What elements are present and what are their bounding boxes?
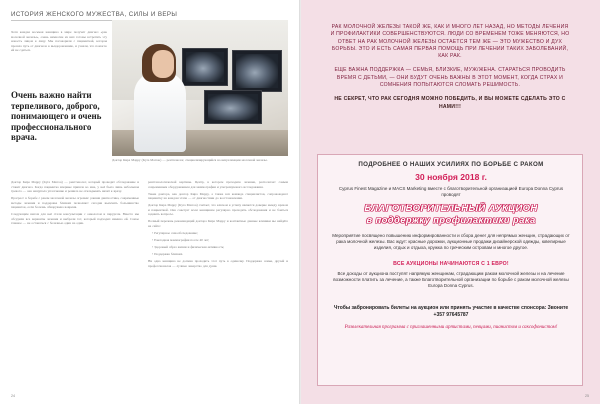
entertainment-note: Развлекательная программа с приглашенными артистами, певцами, пианистом и саксофонистом!: [344, 325, 558, 330]
auction-start-note: ВСЕ АУКЦИОНЫ НАЧИНАЮТСЯ С 1 ЕВРО!: [393, 261, 509, 267]
paragraph: Доктор Кира Марру (Kyra Marrou) считает, что ключом к успеху является доверие между врачом и пациенткой. Она советует всем женщинам регулярно проходить обследования и не бояться задавать вопросы.: [148, 203, 288, 217]
paragraph: Прогресс в борьбе с раком молочной железы огромен: ранняя диагностика, современные методы лечения и поддержка близких позволяют сегодня вылечить большинство пациенток, если болезнь обнаружена вовремя.: [11, 196, 139, 210]
article-column-2: [148, 180, 288, 388]
event-date: 30 ноября 2018 г.: [415, 172, 487, 182]
paragraph: Полный перечень рекомендаций доктора Кира Марру и контактные данные клиники вы найдёте на сайте:: [148, 219, 288, 228]
upper-paragraph: РАК МОЛОЧНОЙ ЖЕЛЕЗЫ ТАКОЙ ЖЕ, КАК И МНОГО ЛЕТ НАЗАД, НО МЕТОДЫ ЛЕЧЕНИЯ И ПРОФИЛАКТИКИ СОВЕРШЕНСТВУЮТСЯ. ЛЮДИ СО ВРЕМЕНЕМ ТОЖЕ МЕНЯЮТСЯ, НО ОТВЕТ НА РАК МОЛОЧНОЙ ЖЕЛЕЗЫ ОСТАЕТСЯ ТЕМ ЖЕ — ЭТО МУЖЕСТВО И ДУХ БОРЬБЫ. ЭТО И ЕСТЬ САМАЯ ПЕРВАЯ ПОМОЩЬ ПРИ ЛЕЧЕНИИ ТАКИХ ЗАБОЛЕВАНИЙ, КАК РАК.: [330, 24, 570, 60]
photo-caption: Доктор Кира Марру (Kyra Marrou) — рентгенолог, специализирующийся на визуализации молочной железы.: [112, 158, 268, 162]
bullet-item: • Здоровый образ жизни и физическая активность;: [152, 245, 225, 250]
auction-info-box: [317, 154, 583, 386]
paragraph: Такие доктора, как доктор Кира Марру, а также вся команда специалистов, сопровождают пациентку на каждом этапе — от диагностики до восстановления.: [148, 191, 288, 201]
doctor-photo: [112, 20, 288, 156]
monitor-left: [182, 48, 228, 86]
doctor-figure: [134, 72, 186, 152]
section-title: ИСТОРИЯ ЖЕНСКОГО МУЖЕСТВА, СИЛЫ И ВЕРЫ: [11, 11, 178, 18]
bullet-item: • Поддержка близких.: [152, 252, 184, 257]
paragraph: Ни одна женщина не должна проходить этот путь в одиночку. Поддержка семьи, друзей и профессионалов — лучшее лекарство для души.: [148, 259, 288, 268]
page-number-right: 25: [585, 394, 589, 398]
page-number-left: 24: [11, 394, 15, 398]
upper-paragraph: ЕЩЕ ВАЖНА ПОДДЕРЖКА — СЕМЬЯ, БЛИЗКИЕ, МУЖ/ЖЕНА. СТАРАТЬСЯ ПРОВОДИТЬ ВРЕМЯ С ДЕТЬМИ, — ОНИ БУДУТ ОЧЕНЬ ВАЖНЫ В ЭТОТ МОМЕНТ, КОГДА СТРАХ И СОМНЕНИЯ ПОПЫТАЮТСЯ СЛОМАТЬ РЕШИМОСТЬ.: [334, 67, 566, 89]
auction-title-line-2: в поддержку профилактики рака: [366, 214, 536, 226]
monitor-right: [232, 50, 282, 92]
paragraph: рентгенологической картины. Центр, в котором проходило лечение, располагает самым современным оборудованием для маммографии и ультразвукового исследования.: [148, 180, 288, 189]
upper-text-block: [330, 24, 570, 118]
doctor-face: [152, 50, 174, 78]
paragraph: Следующим шагом для неё стали консультации с онкологом и хирургом. Вместе мы обсудили все варианты лечения и выбрали тот, который подходил именно ей. Самое главное — не оставаться с болезнью один на один.: [11, 212, 139, 226]
article-column-1: [11, 180, 139, 388]
proceeds-text: Все доходы от аукциона поступят напрямую женщинам, страдающим раком молочной железы и на лечение возможности платить за лечение, а также Благотворительной организации по борьбе с раком молочной железы Europa Donna Cyprus.: [333, 271, 569, 289]
spine-gutter: [299, 0, 301, 404]
intro-text: Хотя каждая восьмая женщина в мире получит диагноз «рак молочной железы», очень немногие из них готовы встретить эту новость лицом к лицу. Мы поговорили с пациенткой, которая прошла путь от диагноза к выздоровлению, и узнали, что помогло ей не сдаться.: [11, 30, 107, 53]
organizers-text: Cyprus Finest Magazine и MACS Marketing вместе с благотворительной организацией Europa Donna Cyprus проводят: [338, 186, 564, 198]
booking-info: Чтобы забронировать билеты на аукцион или принять участие в качестве спонсора: Звоните +357 97645787: [333, 305, 569, 318]
bullet-item: • Ежегодная маммография после 40 лет;: [152, 237, 210, 242]
auction-title-line-1: БЛАГОТВОРИТЕЛЬНЫЙ АУКЦИОН: [364, 203, 538, 214]
bullet-item: • Регулярное самообследование;: [152, 230, 198, 235]
event-description: Мероприятие посвящено повышению информированности и сбора денег для непрямых женщин, страдающих от рака молочной железы. Вас ждут: красные дорожки, аукционные продажи дизайнерской одежды, ювелирные изделия, отдых и отдыха, кружка по греческим островам и многое другое.: [332, 233, 570, 251]
box-heading: ПОДРОБНЕЕ О НАШИХ УСИЛИЯХ ПО БОРЬБЕ С РАКОМ: [358, 161, 544, 168]
emphasis-text: НЕ СЕКРЕТ, ЧТО РАК СЕГОДНЯ МОЖНО ПОБЕДИТЬ, И ВЫ МОЖЕТЕ СДЕЛАТЬ ЭТО С НАМИ!!!: [334, 96, 566, 110]
monitor-lower: [204, 90, 262, 124]
paragraph: Доктор Кира Марру (Kyra Marrou) — рентгенолог, который проводит обследование и ставит диагноз. Когда пациентка впервые пришла ко мне, у неё была лишь небольшая тревога — она нащупала уплотнение и решила не откладывать визит к врачу.: [11, 180, 139, 194]
right-page: [300, 0, 600, 404]
auction-title: [328, 203, 574, 226]
pull-quote: Очень важно найти терпеливого, доброго, понимающего и очень профессионального врача.: [11, 90, 102, 142]
